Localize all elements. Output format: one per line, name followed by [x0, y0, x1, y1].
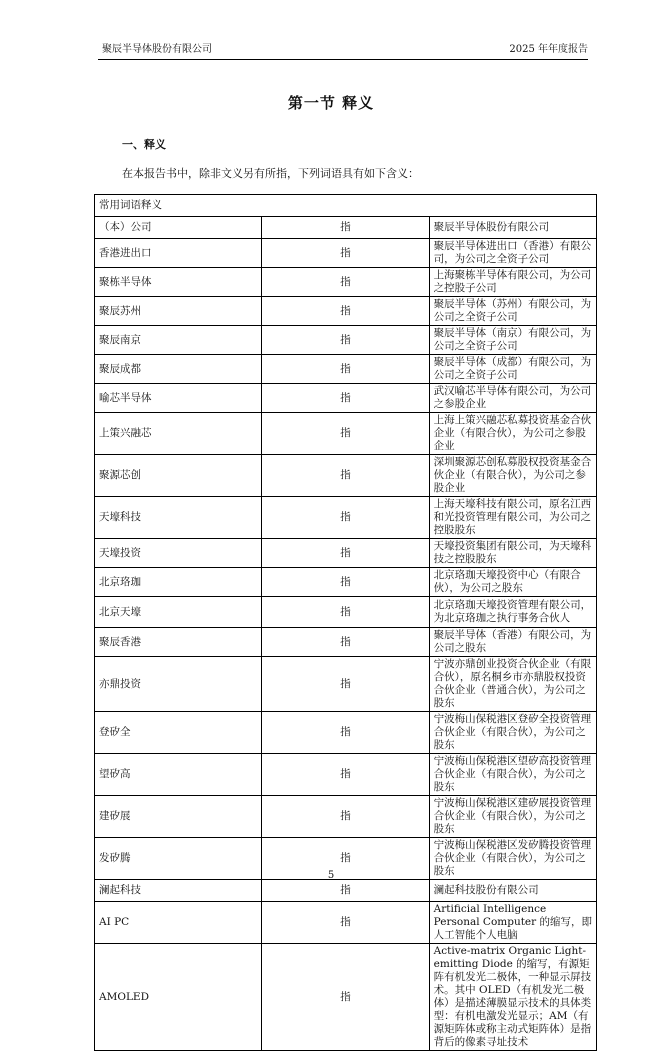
table-row [95, 497, 597, 539]
term-cell: 天壕科技 [95, 497, 262, 539]
table-caption: 常用词语释义 [95, 195, 597, 217]
table-row [95, 657, 597, 712]
definition-cell: 澜起科技股份有限公司 [429, 880, 596, 902]
zhi-cell: 指 [262, 597, 429, 628]
definition-cell: 聚辰半导体（南京）有限公司，为公司之全资子公司 [429, 326, 596, 355]
zhi-cell: 指 [262, 326, 429, 355]
term-cell: 上策兴融芯 [95, 413, 262, 455]
zhi-cell: 指 [262, 657, 429, 712]
definition-cell: Active-matrix Organic Light-emitting Diode 的缩写，有源矩阵有机发光二极体，一种显示屏技术。其中 OLED（有机发光二极体）是描述薄膜显示技术的具体类型：有机电激发光显示；AM（有源矩阵体或称主动式矩阵体）是指背后的像素寻址技术 [429, 944, 596, 1051]
definitions-table [94, 194, 597, 1051]
zhi-cell: 指 [262, 497, 429, 539]
definition-cell: 聚辰半导体（苏州）有限公司，为公司之全资子公司 [429, 297, 596, 326]
page-title: 第一节 释义 [287, 94, 375, 112]
table-row [95, 326, 597, 355]
definition-cell: 聚辰半导体（香港）有限公司，为公司之股东 [429, 628, 596, 657]
zhi-cell: 指 [262, 539, 429, 568]
table-row [95, 754, 597, 796]
zhi-cell: 指 [262, 568, 429, 597]
zhi-cell: 指 [262, 944, 429, 1051]
definition-cell: 天壕投资集团有限公司，为天壕科技之控股股东 [429, 539, 596, 568]
zhi-cell: 指 [262, 880, 429, 902]
table-row [95, 597, 597, 628]
term-cell: 北京天壕 [95, 597, 262, 628]
definition-cell: 北京珞珈天壕投资中心（有限合伙），为公司之股东 [429, 568, 596, 597]
table-row [95, 628, 597, 657]
table-row [95, 880, 597, 902]
definition-cell: 宁波亦鼎创业投资合伙企业（有限合伙），原名桐乡市亦鼎股权投资合伙企业（普通合伙），为公司之股东 [429, 657, 596, 712]
zhi-cell: 指 [262, 384, 429, 413]
zhi-cell: 指 [262, 796, 429, 838]
table-row [95, 413, 597, 455]
term-cell: 香港进出口 [95, 239, 262, 268]
definition-cell: 上海上策兴融芯私募投资基金合伙企业（有限合伙），为公司之参股企业 [429, 413, 596, 455]
table-row [95, 568, 597, 597]
intro-text: 在本报告书中，除非文义另有所指，下列词语具有如下含义： [122, 167, 419, 180]
zhi-cell: 指 [262, 268, 429, 297]
term-cell: 喻芯半导体 [95, 384, 262, 413]
header-company: 聚辰半导体股份有限公司 [102, 44, 212, 55]
zhi-cell: 指 [262, 413, 429, 455]
table-row [95, 239, 597, 268]
section-heading: 一、释义 [122, 138, 166, 151]
term-cell: 澜起科技 [95, 880, 262, 902]
table-row [95, 297, 597, 326]
term-cell: 天壕投资 [95, 539, 262, 568]
zhi-cell: 指 [262, 902, 429, 944]
definition-cell: 宁波梅山保税港区发矽腾投资管理合伙企业（有限合伙），为公司之股东 [429, 838, 596, 880]
definition-cell: 聚辰半导体进出口（香港）有限公司，为公司之全资子公司 [429, 239, 596, 268]
term-cell: 聚辰南京 [95, 326, 262, 355]
table-row [95, 796, 597, 838]
definition-cell: 宁波梅山保税港区望矽高投资管理合伙企业（有限合伙），为公司之股东 [429, 754, 596, 796]
term-cell: AMOLED [95, 944, 262, 1051]
definition-cell: 宁波梅山保税港区建矽展投资管理合伙企业（有限合伙），为公司之股东 [429, 796, 596, 838]
zhi-cell: 指 [262, 838, 429, 880]
zhi-cell: 指 [262, 455, 429, 497]
definition-cell: 北京珞珈天壕投资管理有限公司，为北京珞珈之执行事务合伙人 [429, 597, 596, 628]
table-row [95, 902, 597, 944]
zhi-cell: 指 [262, 217, 429, 239]
page-number: 5 [327, 870, 335, 881]
table-row [95, 944, 597, 1051]
table-row [95, 384, 597, 413]
term-cell: 亦鼎投资 [95, 657, 262, 712]
definition-cell: 聚辰半导体股份有限公司 [429, 217, 596, 239]
term-cell: 聚辰香港 [95, 628, 262, 657]
table-row [95, 217, 597, 239]
page-header [98, 43, 588, 60]
table-row [95, 712, 597, 754]
table-row [95, 539, 597, 568]
term-cell: 建矽展 [95, 796, 262, 838]
zhi-cell: 指 [262, 712, 429, 754]
term-cell: 北京珞珈 [95, 568, 262, 597]
zhi-cell: 指 [262, 355, 429, 384]
definition-cell: 聚辰半导体（成都）有限公司，为公司之全资子公司 [429, 355, 596, 384]
table-row [95, 455, 597, 497]
definition-cell: 深圳聚源芯创私募股权投资基金合伙企业（有限合伙），为公司之参股企业 [429, 455, 596, 497]
header-report: 2025 年年度报告 [509, 44, 588, 55]
definition-cell: 上海聚栋半导体有限公司，为公司之控股子公司 [429, 268, 596, 297]
definition-cell: 宁波梅山保税港区登矽全投资管理合伙企业（有限合伙），为公司之股东 [429, 712, 596, 754]
zhi-cell: 指 [262, 239, 429, 268]
term-cell: 登矽全 [95, 712, 262, 754]
definition-cell: Artificial Intelligence Personal Computer 的缩写，即人工智能个人电脑 [429, 902, 596, 944]
term-cell: 聚辰苏州 [95, 297, 262, 326]
definition-cell: 武汉喻芯半导体有限公司，为公司之参股企业 [429, 384, 596, 413]
term-cell: （本）公司 [95, 217, 262, 239]
term-cell: 聚栋半导体 [95, 268, 262, 297]
definition-cell: 上海天壕科技有限公司，原名江西和光投资管理有限公司，为公司之控股股东 [429, 497, 596, 539]
table-row [95, 268, 597, 297]
table-row [95, 355, 597, 384]
zhi-cell: 指 [262, 628, 429, 657]
term-cell: 聚辰成都 [95, 355, 262, 384]
term-cell: 发矽腾 [95, 838, 262, 880]
term-cell: 聚源芯创 [95, 455, 262, 497]
zhi-cell: 指 [262, 754, 429, 796]
term-cell: AI PC [95, 902, 262, 944]
term-cell: 望矽高 [95, 754, 262, 796]
zhi-cell: 指 [262, 297, 429, 326]
